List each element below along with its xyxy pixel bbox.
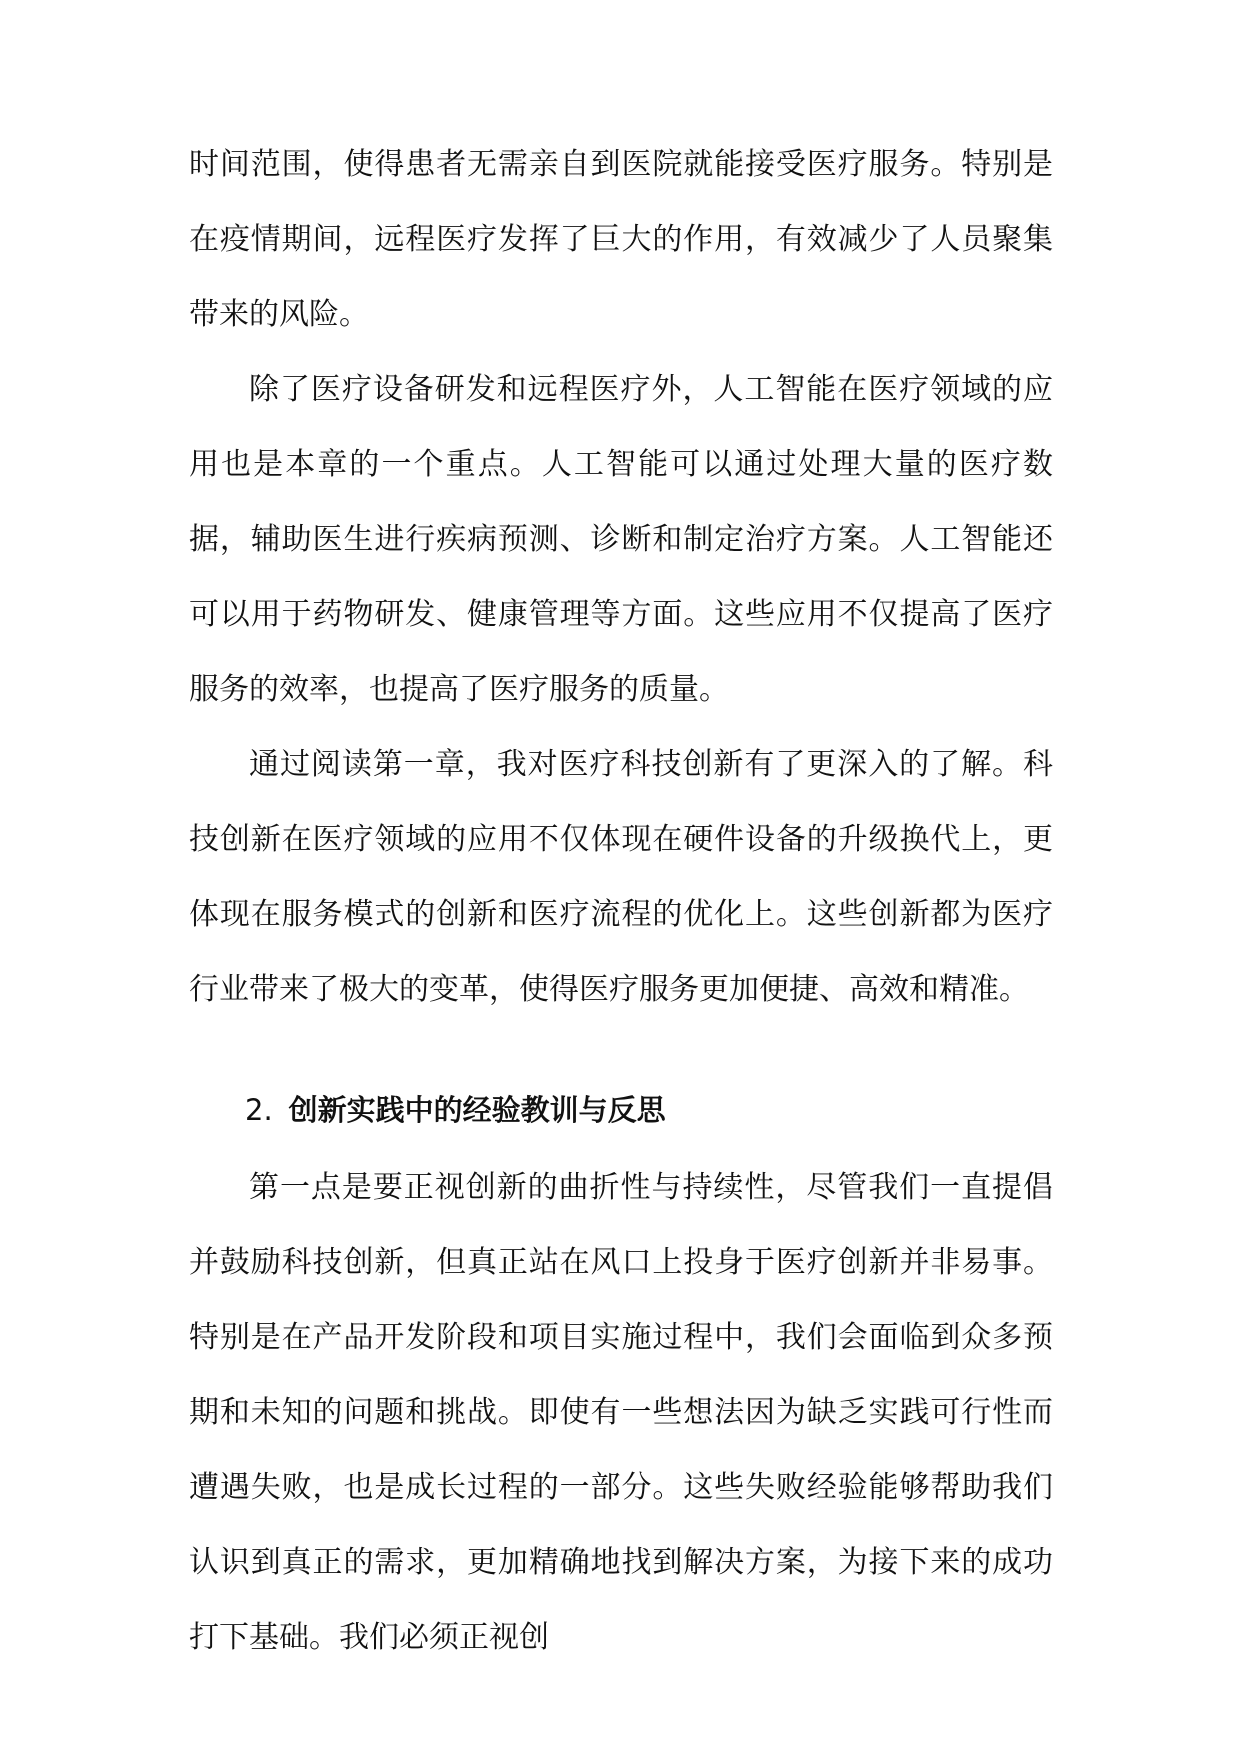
paragraph-innovation-lessons: 第一点是要正视创新的曲折性与持续性，尽管我们一直提倡并鼓励科技创新，但真正站在风口上投身于医疗创新并非易事。特别是在产品开发阶段和项目实施过程中，我们会面临到众多预期和未知的问题和挑战。即使有一些想法因为缺乏实践可行性而遭遇失败，也是成长过程的一部分。这些失败经验能够帮助我们认识到真正的需求，更加精确地找到解决方案，为接下来的成功打下基础。我们必须正视创 bbox=[189, 1170, 1053, 1655]
section-heading-number: 2. bbox=[245, 1093, 273, 1127]
section-heading bbox=[245, 1080, 666, 1140]
section-heading-title: 创新实践中的经验教训与反思 bbox=[288, 1093, 666, 1127]
paragraph-telemedicine-continued: 时间范围，使得患者无需亲自到医院就能接受医疗服务。特别是在疫情期间，远程医疗发挥了巨大的作用，有效减少了人员聚集带来的风险。 bbox=[189, 147, 1053, 332]
body-text-part1 bbox=[189, 127, 1053, 1027]
body-text-part2 bbox=[189, 1150, 1053, 1675]
paragraph-artificial-intelligence: 除了医疗设备研发和远程医疗外，人工智能在医疗领域的应用也是本章的一个重点。人工智能可以通过处理大量的医疗数据，辅助医生进行疾病预测、诊断和制定治疗方案。人工智能还可以用于药物研发、健康管理等方面。这些应用不仅提高了医疗服务的效率，也提高了医疗服务的质量。 bbox=[189, 372, 1053, 707]
paragraph-chapter-one-summary: 通过阅读第一章，我对医疗科技创新有了更深入的了解。科技创新在医疗领域的应用不仅体现在硬件设备的升级换代上，更体现在服务模式的创新和医疗流程的优化上。这些创新都为医疗行业带来了极大的变革，使得医疗服务更加便捷、高效和精准。 bbox=[189, 747, 1053, 1007]
